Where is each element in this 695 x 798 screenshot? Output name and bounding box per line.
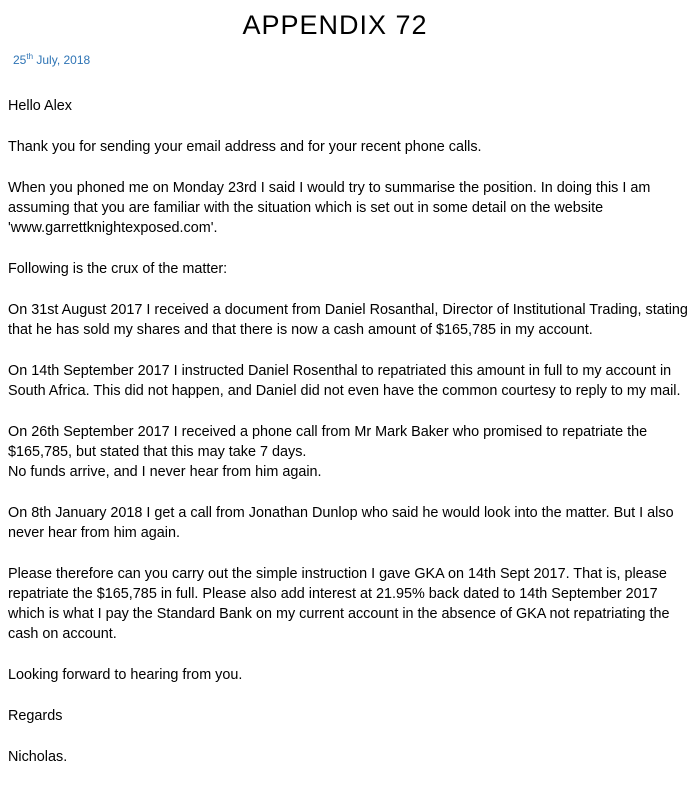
letter-paragraph: Thank you for sending your email address and for your recent phone calls. (8, 139, 482, 155)
letter-paragraph: Following is the crux of the matter: (8, 261, 228, 277)
letter-paragraph: No funds arrive, and I never hear from him again. (8, 464, 322, 480)
letter-paragraph: Please therefore can you carry out the simple instruction I gave GKA on 14th Sept 2017. That is, please repatriate the $165,785 in full. Please also add interest at 21.95% back dated to 14th September 2017 which is what I pay the Standard Bank on my current account in the absence of GKA not repatriating the cash on account. (8, 566, 670, 642)
letter-paragraph: On 31st August 2017 I received a document from Daniel Rosanthal, Director of Institutional Trading, stating that he has sold my shares and that there is now a cash amount of $165,785 in my account. (8, 302, 688, 338)
letter-paragraph: On 26th September 2017 I received a phone call from Mr Mark Baker who promised to repatriate the $165,785, but stated that this may take 7 days. (8, 424, 648, 460)
letter-closing: Regards (8, 708, 63, 724)
letter-greeting: Hello Alex (8, 98, 72, 114)
letter-signature: Nicholas. (8, 749, 68, 765)
date-month-year: July, 2018 (33, 53, 91, 67)
date-day: 25 (13, 53, 27, 67)
letter-paragraph: Looking forward to hearing from you. (8, 667, 243, 683)
letter-paragraph: When you phoned me on Monday 23rd I said I would try to summarise the position. In doing this I am assuming that you are familiar with the situation which is set out in some detail on the website 'www.garrettknightexposed.com'. (8, 180, 651, 236)
date-ordinal-suffix: th (26, 52, 34, 61)
letter-date (13, 53, 90, 67)
letter-paragraph: On 14th September 2017 I instructed Daniel Rosenthal to repatriated this amount in full to my account in South Africa. This did not happen, and Daniel did not even have the common courtesy to reply to my mail. (8, 363, 681, 399)
letter-paragraph: On 8th January 2018 I get a call from Jonathan Dunlop who said he would look into the matter. But I also never hear from him again. (8, 505, 674, 541)
appendix-title: APPENDIX 72 (242, 10, 428, 40)
letter-body (8, 96, 692, 788)
